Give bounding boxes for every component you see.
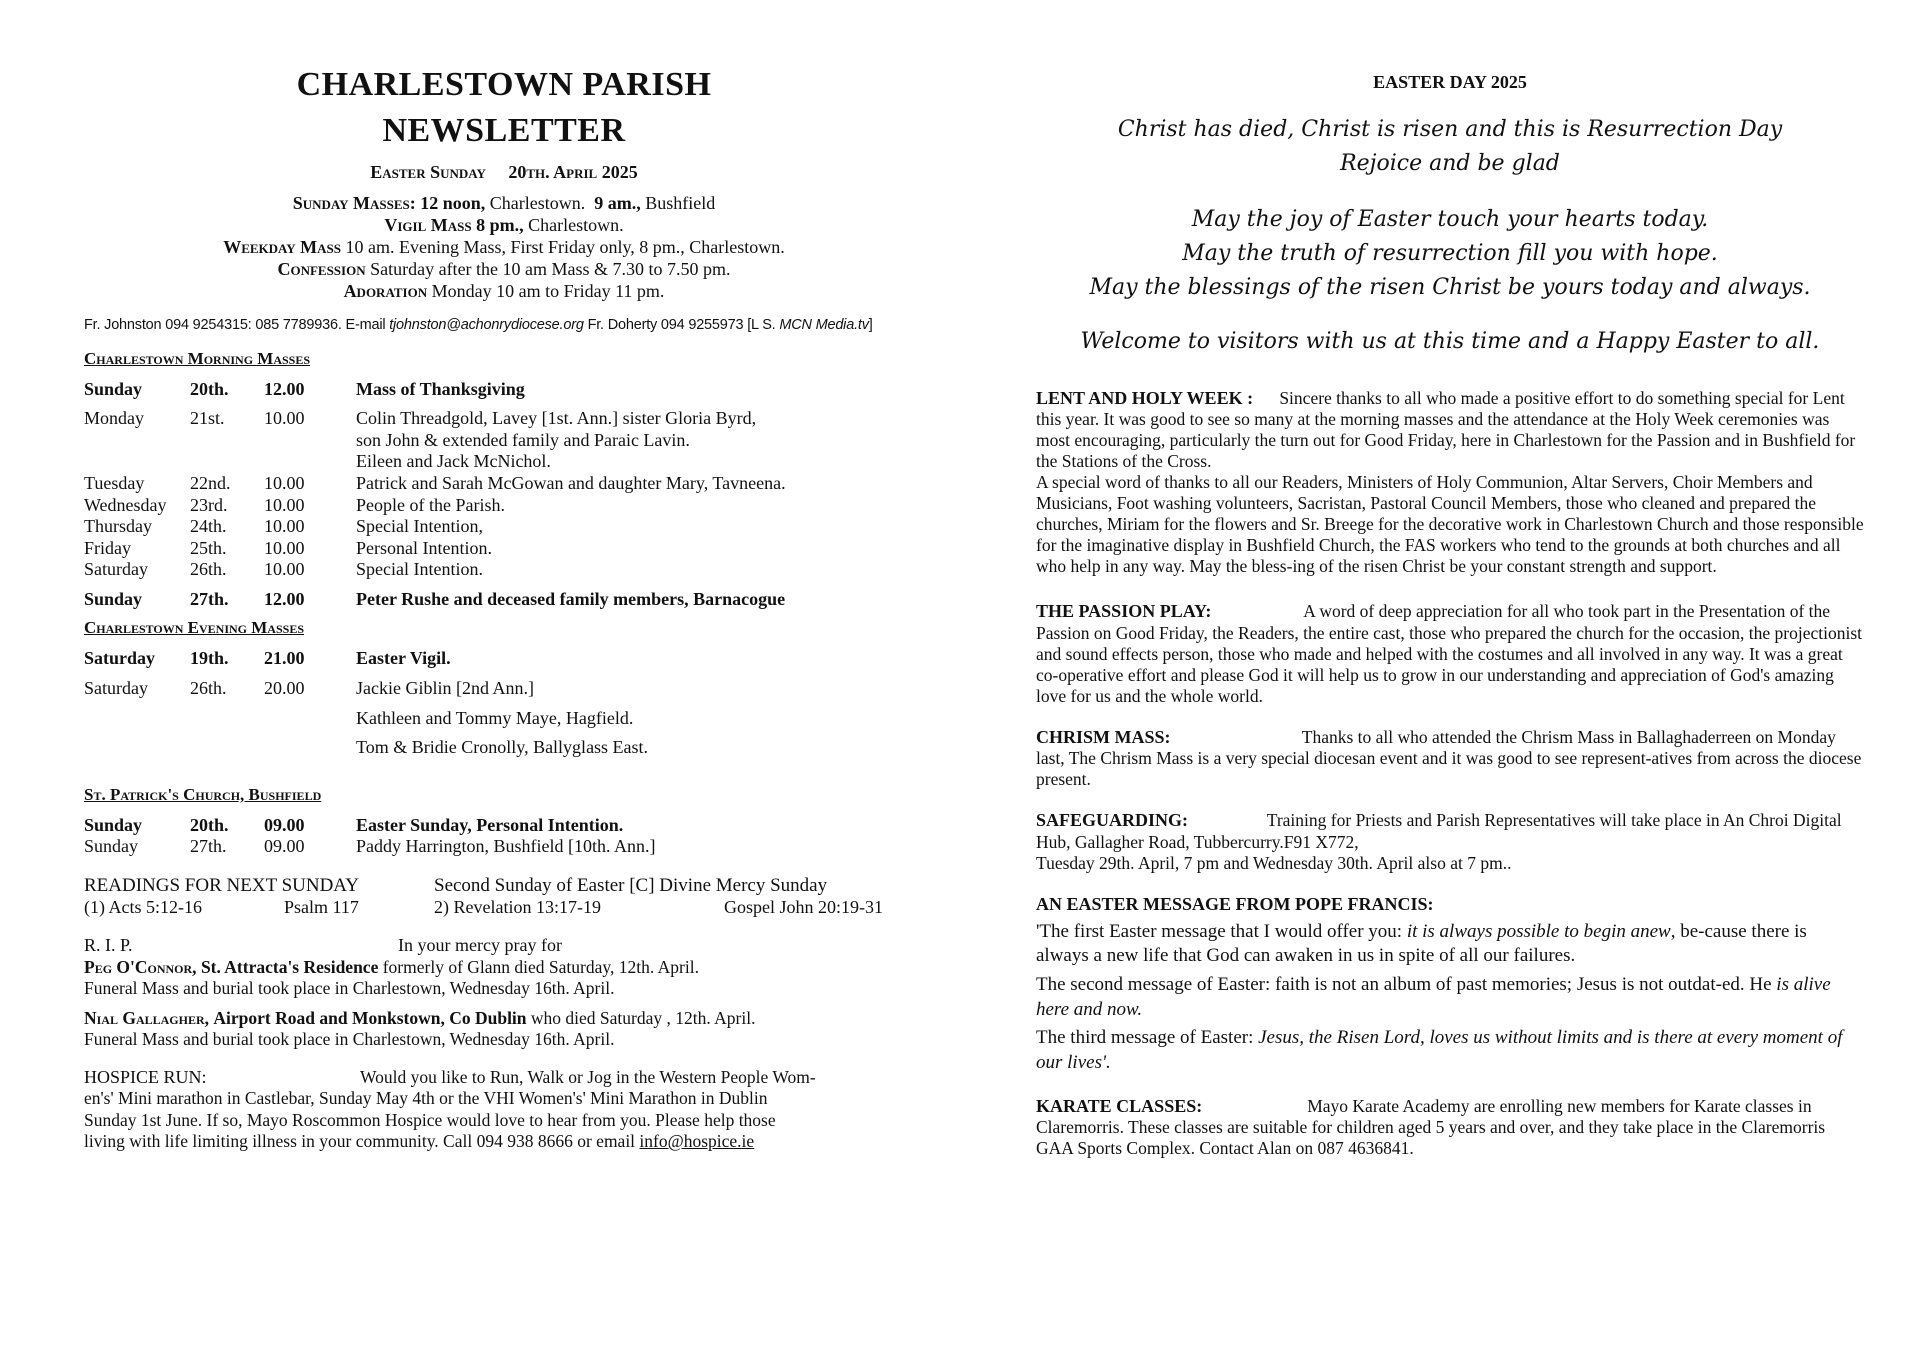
mass-time: 20.00	[264, 678, 305, 699]
easter-blessing-2: May the truth of resurrection fill you with hope.	[1182, 241, 1718, 267]
vigil-label: Vigil Mass	[384, 214, 472, 235]
adoration-line	[84, 281, 924, 303]
hospice-text-2: en's' Mini marathon in Castlebar, Sunday May 4th or the VHI Women's' Mini Marathon in Dublin	[84, 1088, 768, 1109]
rip2-name: Nial Gallagher,	[84, 1007, 210, 1028]
mass-day: Sunday	[84, 378, 143, 399]
mass-day: Sunday	[84, 588, 143, 609]
contact-text-2: Fr. Doherty 094 9255973 [L S.	[583, 316, 780, 333]
mass-day: Friday	[84, 537, 131, 558]
readings-sunday: Second Sunday of Easter [C] Divine Mercy Sunday	[434, 875, 828, 897]
rip-entry-2	[84, 1008, 924, 1029]
chrism-section	[1036, 727, 1864, 791]
vigil-place: Charlestown.	[528, 214, 624, 235]
mass-time	[264, 430, 356, 452]
weekday-line	[84, 237, 924, 259]
mass-day: Sunday	[84, 814, 143, 835]
mass-intention: Eileen and Jack McNichol.	[356, 451, 551, 472]
mass-date: 20th.	[190, 378, 229, 399]
mass-date: 23rd.	[190, 494, 228, 515]
mass-intention: People of the Parish.	[356, 494, 505, 515]
adoration-text: Monday 10 am to Friday 11 pm.	[431, 280, 665, 301]
weekday-label: Weekday Mass	[223, 236, 341, 257]
mass-date: 26th.	[190, 678, 227, 699]
lent-heading: LENT AND HOLY WEEK :	[1036, 387, 1254, 408]
bushfield-masses-table	[84, 815, 655, 858]
rip1-place: St. Attracta's Residence	[200, 957, 379, 978]
mass-date: 26th.	[190, 559, 227, 580]
chrism-text: Thanks to all who attended the Chrism Mass in Ballaghaderreen on Monday last, The Chrism Mass is a very special diocesan event and it was good to see represent-atives from across the diocese present.	[1036, 726, 1862, 790]
rip2-place: Airport Road and Monkstown, Co Dublin	[213, 1007, 527, 1028]
mass-date: 21st.	[190, 408, 225, 429]
mass-intention: Peter Rushe and deceased family members, Barnacogue	[356, 588, 786, 609]
mass-day	[84, 451, 190, 473]
mass-day	[84, 430, 190, 452]
evening-masses-table	[84, 648, 648, 758]
mass-intention: Easter Vigil.	[356, 648, 451, 669]
mass-date	[190, 700, 264, 730]
mass-time	[264, 700, 356, 730]
hospice-email-link[interactable]: info@hospice.ie	[639, 1131, 755, 1152]
mass-row	[84, 473, 786, 495]
reading-2: 2) Revelation 13:17-19	[434, 897, 601, 918]
sunday-place-1: Charlestown.	[489, 192, 586, 213]
bushfield-heading: St. Patrick's Church, Bushfield	[84, 784, 322, 804]
mass-day: Wednesday	[84, 494, 167, 515]
rip1-funeral: Funeral Mass and burial took place in Charlestown, Wednesday 16th. April.	[84, 978, 615, 999]
pope2-text: The second message of Easter: faith is not an album of past memories; Jesus is not outdat-ed. He	[1036, 973, 1777, 995]
rip2-funeral: Funeral Mass and burial took place in Charlestown, Wednesday 16th. April.	[84, 1029, 615, 1050]
mass-row	[84, 700, 648, 730]
hospice-text-4: living with life limiting illness in your community. Call 094 938 8666 or email	[84, 1131, 640, 1152]
mass-day: Saturday	[84, 559, 148, 580]
rip2-text: who died Saturday , 12th. April.	[526, 1007, 756, 1028]
mass-row	[84, 379, 786, 401]
mass-day: Saturday	[84, 648, 156, 669]
lent-text-1: Sincere thanks to all who made a positive effort to do something special for Lent this year. It was good to see so many at the morning masses and the attendance at the Holy Week ceremonies was most encouraging, particularly the turn out for Good Friday, here in Charlestown for the Passion and in Bushfield for the Stations of the Cross.	[1036, 387, 1856, 472]
mass-date	[190, 430, 264, 452]
rip1-text: formerly of Glann died Saturday, 12th. April.	[378, 957, 699, 978]
mass-date: 27th.	[190, 588, 229, 609]
pope-heading: AN EASTER MESSAGE FROM POPE FRANCIS:	[1036, 893, 1434, 914]
mass-intention: Special Intention,	[356, 516, 483, 537]
readings-section	[84, 874, 924, 919]
morning-masses-table	[84, 379, 786, 611]
rip-section	[84, 935, 924, 1050]
newsletter-title-line2: NEWSLETTER	[382, 111, 626, 149]
mass-time: 12.00	[264, 378, 305, 399]
mass-time: 10.00	[264, 516, 305, 537]
confession-text: Saturday after the 10 am Mass & 7.30 to 7.50 pm.	[370, 258, 731, 279]
pope-message-1	[1036, 920, 1864, 969]
mass-time	[264, 451, 356, 473]
rip-entry-1	[84, 957, 924, 978]
easter-blessing-3: May the blessings of the risen Christ be yours today and always.	[1089, 275, 1811, 301]
sunday-place-2: Bushfield	[645, 192, 716, 213]
lent-section	[1036, 388, 1864, 578]
adoration-label: Adoration	[343, 280, 428, 301]
mass-day: Thursday	[84, 516, 152, 537]
hospice-heading: HOSPICE RUN:	[84, 1066, 207, 1087]
confession-label: Confession	[277, 258, 366, 279]
sunday-time-2: 9 am.,	[594, 192, 641, 213]
safeguarding-heading: SAFEGUARDING:	[1036, 810, 1189, 831]
mass-time: 09.00	[264, 836, 305, 857]
rip-prayer: In your mercy pray for	[398, 935, 562, 956]
mass-row	[84, 729, 648, 759]
date-value: 20th. April 2025	[508, 161, 638, 182]
rip-header-line	[84, 935, 924, 957]
contact-media[interactable]: MCN Media.tv	[779, 316, 869, 333]
mass-date	[190, 451, 264, 473]
contact-text: Fr. Johnston 094 9254315: 085 7789936. E-mail	[84, 316, 390, 333]
mass-row	[84, 648, 648, 670]
passion-text: A word of deep appreciation for all who took part in the Presentation of the Passion on Good Friday, the Readers, the entire cast, those who prepared the church for the occasion, the projectionist and sound effects person, those who made and helped with the costumes and all involved in any way. It was a great co-operative effort and please God it will help us to grow in our understanding and appreciation of God's amazing love for us and the whole world.	[1036, 601, 1862, 706]
mass-row	[84, 400, 786, 430]
mass-row	[84, 581, 786, 611]
newsletter-title-line1: CHARLESTOWN PARISH	[296, 66, 712, 103]
evening-masses-heading: Charlestown Evening Masses	[84, 618, 304, 638]
chrism-heading: CHRISM MASS:	[1036, 726, 1171, 747]
pope2-italic: is alive here and now.	[1036, 973, 1831, 1020]
mass-row	[84, 538, 786, 560]
pope1-italic: it is always possible to begin anew	[1406, 920, 1671, 942]
mass-date: 24th.	[190, 516, 227, 537]
sunday-masses-label: Sunday Masses:	[292, 192, 416, 213]
mass-intention: Kathleen and Tommy Maye, Hagfield.	[356, 707, 634, 728]
easter-blessing-1: May the joy of Easter touch your hearts today.	[1191, 207, 1709, 233]
mass-row	[84, 559, 786, 581]
gospel: Gospel John 20:19-31	[724, 897, 883, 918]
hospice-text-1: Would you like to Run, Walk or Jog in the Western People Wom-	[360, 1066, 816, 1087]
psalm: Psalm 117	[284, 897, 359, 918]
easter-greeting-1: Christ has died, Christ is risen and this is Resurrection Day	[1117, 117, 1783, 142]
pope3-italic: Jesus, the Risen Lord, loves us without limits and is there at every moment of our lives'.	[1036, 1027, 1843, 1073]
hospice-section	[84, 1067, 924, 1153]
right-page	[960, 0, 1920, 1368]
weekday-text: 10 am. Evening Mass, First Friday only, 8 pm., Charlestown.	[345, 236, 785, 257]
pope-section	[1036, 894, 1864, 1076]
mass-row	[84, 495, 786, 517]
mass-time: 10.00	[264, 537, 305, 558]
issue-date	[84, 162, 924, 183]
mass-time: 21.00	[264, 648, 305, 669]
sunday-masses-line	[84, 193, 924, 215]
contact-end: ]	[868, 316, 873, 333]
mass-intention: Tom & Bridie Cronolly, Ballyglass East.	[356, 737, 649, 758]
mass-intention: Special Intention.	[356, 559, 483, 580]
mass-date: 22nd.	[190, 472, 231, 493]
mass-time: 09.00	[264, 814, 305, 835]
mass-time: 10.00	[264, 559, 305, 580]
contact-line	[84, 317, 924, 333]
mass-time: 10.00	[264, 494, 305, 515]
mass-intention: son John & extended family and Paraic Lavin.	[356, 429, 690, 450]
mass-intention: Colin Threadgold, Lavey [1st. Ann.] sister Gloria Byrd,	[356, 408, 757, 429]
mass-intention: Paddy Harrington, Bushfield [10th. Ann.]	[356, 836, 656, 857]
mass-times-info	[84, 193, 924, 303]
pope1-text: 'The first Easter message that I would offer you:	[1036, 920, 1407, 942]
pope-message-2	[1036, 973, 1864, 1022]
passion-section	[1036, 601, 1864, 707]
mass-date: 20th.	[190, 814, 229, 835]
karate-text: Mayo Karate Academy are enrolling new members for Karate classes in Claremorris. These classes are suitable for children aged 5 years and over, and they take place in the Claremorris GAA Sports Complex. Contact Alan on 087 4636841.	[1036, 1095, 1826, 1159]
readings-heading: READINGS FOR NEXT SUNDAY	[84, 875, 360, 897]
mass-row	[84, 451, 786, 473]
easter-welcome: Welcome to visitors with us at this time and a Happy Easter to all.	[1080, 329, 1820, 355]
hospice-text-3: Sunday 1st June. If so, Mayo Roscommon Hospice would love to hear from you. Please help those	[84, 1109, 776, 1130]
mass-row	[84, 516, 786, 538]
reading-1: (1) Acts 5:12-16	[84, 897, 202, 918]
date-label: Easter Sunday	[370, 161, 486, 182]
mass-day: Sunday	[84, 836, 138, 857]
mass-date: 19th.	[190, 648, 229, 669]
mass-time: 10.00	[264, 472, 305, 493]
mass-intention: Easter Sunday, Personal Intention.	[356, 814, 624, 835]
mass-time: 12.00	[264, 588, 305, 609]
mass-intention: Patrick and Sarah McGowan and daughter Mary, Tavneena.	[356, 472, 786, 493]
hospice-line-1	[84, 1067, 924, 1089]
mass-day	[84, 729, 190, 759]
mass-row	[84, 670, 648, 700]
safeguarding-text-2: Tuesday 29th. April, 7 pm and Wednesday 30th. April also at 7 pm..	[1036, 852, 1512, 873]
mass-row	[84, 430, 786, 452]
safeguarding-text-1: Training for Priests and Parish Representatives will take place in An Chroi Digital Hub, Gallagher Road, Tubbercurry.F91 X772,	[1036, 810, 1842, 852]
passion-heading: THE PASSION PLAY:	[1036, 601, 1212, 622]
safeguarding-section	[1036, 810, 1864, 874]
hospice-line-4	[84, 1131, 924, 1152]
mass-intention: Mass of Thanksgiving	[356, 378, 525, 399]
rip1-name: Peg O'Connor,	[84, 957, 197, 978]
mass-date: 27th.	[190, 836, 227, 857]
easter-greeting-2: Rejoice and be glad	[1340, 151, 1560, 177]
mass-row	[84, 836, 655, 858]
mass-day: Saturday	[84, 678, 148, 699]
contact-email[interactable]: tjohnston@achonrydiocese.org	[389, 316, 584, 333]
vigil-time: 8 pm.,	[476, 214, 524, 235]
morning-masses-heading: Charlestown Morning Masses	[84, 348, 311, 368]
lent-text-2: A special word of thanks to all our Readers, Ministers of Holy Communion, Altar Servers, Choir Members and Musicians, Foot washing volunteers, Sacristan, Pastoral Council Members, those who cleaned and prepared the churches, Miriam for the flowers and Sr. Breege for the decorative work in Charlestown Church and those responsible for the imaginative display in Bushfield Church, the FAS workers who tend to the grounds at both churches and all who help in any way. May the bless-ing of the risen Christ be your constant strength and support.	[1036, 472, 1864, 577]
mass-time: 10.00	[264, 408, 305, 429]
mass-intention: Jackie Giblin [2nd Ann.]	[356, 678, 534, 699]
karate-heading: KARATE CLASSES:	[1036, 1095, 1203, 1116]
sunday-time-1: 12 noon,	[420, 192, 486, 213]
mass-date	[190, 729, 264, 759]
confession-line	[84, 259, 924, 281]
vigil-line	[84, 215, 924, 237]
mass-row	[84, 815, 655, 837]
pope1-text-b: , be-cause there is always a new life that God can awaken in us in spite of all our failures.	[1036, 920, 1807, 967]
easter-day-heading: EASTER DAY 2025	[1373, 72, 1527, 92]
karate-section	[1036, 1096, 1864, 1160]
mass-day: Tuesday	[84, 472, 145, 493]
rip-heading: R. I. P.	[84, 935, 133, 956]
pope3-text: The third message of Easter:	[1036, 1027, 1259, 1049]
mass-date: 25th.	[190, 537, 227, 558]
pope-message-3	[1036, 1026, 1864, 1075]
readings-list-line	[84, 897, 924, 919]
mass-day: Monday	[84, 408, 144, 429]
mass-day	[84, 700, 190, 730]
mass-intention: Personal Intention.	[356, 537, 492, 558]
mass-time	[264, 729, 356, 759]
readings-header-line	[84, 874, 924, 897]
